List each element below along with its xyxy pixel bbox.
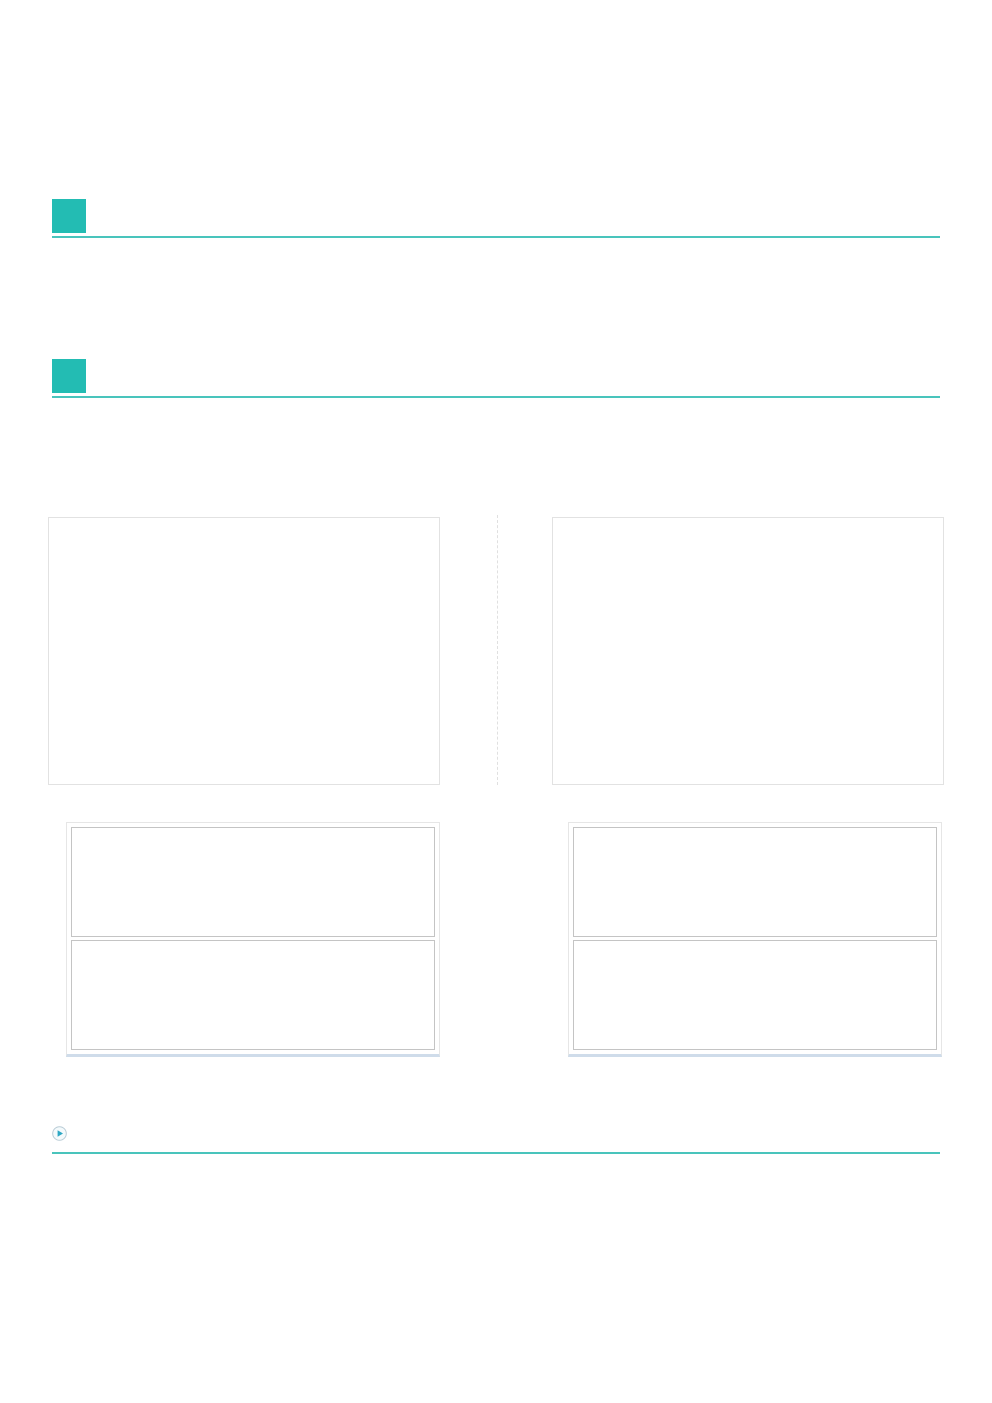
donut-value bbox=[807, 598, 917, 708]
q-badge bbox=[52, 359, 86, 393]
chart-panel-after-training bbox=[552, 517, 944, 785]
donut-attention bbox=[691, 598, 805, 728]
eeg-panel-left-brain bbox=[71, 827, 435, 937]
eeg-3d-spectrogram-left-brain-before bbox=[72, 828, 432, 936]
eeg-3d-spectrogram-right-brain-before bbox=[72, 941, 432, 1049]
question-header-before bbox=[52, 196, 940, 238]
donut-value bbox=[693, 598, 803, 708]
eeg-panel-left-brain bbox=[573, 827, 937, 937]
review-section-header bbox=[52, 1114, 940, 1154]
chart-panel-before-training bbox=[48, 517, 440, 785]
donut-attention bbox=[187, 598, 301, 722]
donut-rest bbox=[73, 598, 187, 722]
donut-rest bbox=[577, 598, 691, 728]
eeg-panel-right-brain bbox=[71, 940, 435, 1050]
eeg-image-after bbox=[568, 822, 942, 1057]
play-bullet-icon bbox=[52, 1126, 67, 1141]
donut-value bbox=[75, 598, 185, 708]
donut-concentration bbox=[301, 598, 415, 722]
donut-value bbox=[189, 598, 299, 708]
donut-row bbox=[49, 598, 439, 722]
donut-row bbox=[553, 598, 943, 728]
donut-value bbox=[579, 598, 689, 708]
eeg-panel-right-brain bbox=[573, 940, 937, 1050]
eeg-3d-spectrogram-left-brain-after bbox=[574, 828, 934, 936]
eeg-3d-spectrogram-right-brain-after bbox=[574, 941, 934, 1049]
donut-value bbox=[303, 598, 413, 708]
dashed-divider bbox=[497, 515, 498, 785]
question-header-after bbox=[52, 356, 940, 398]
donut-concentration bbox=[805, 598, 919, 728]
q-badge bbox=[52, 199, 86, 233]
eeg-image-before bbox=[66, 822, 440, 1057]
